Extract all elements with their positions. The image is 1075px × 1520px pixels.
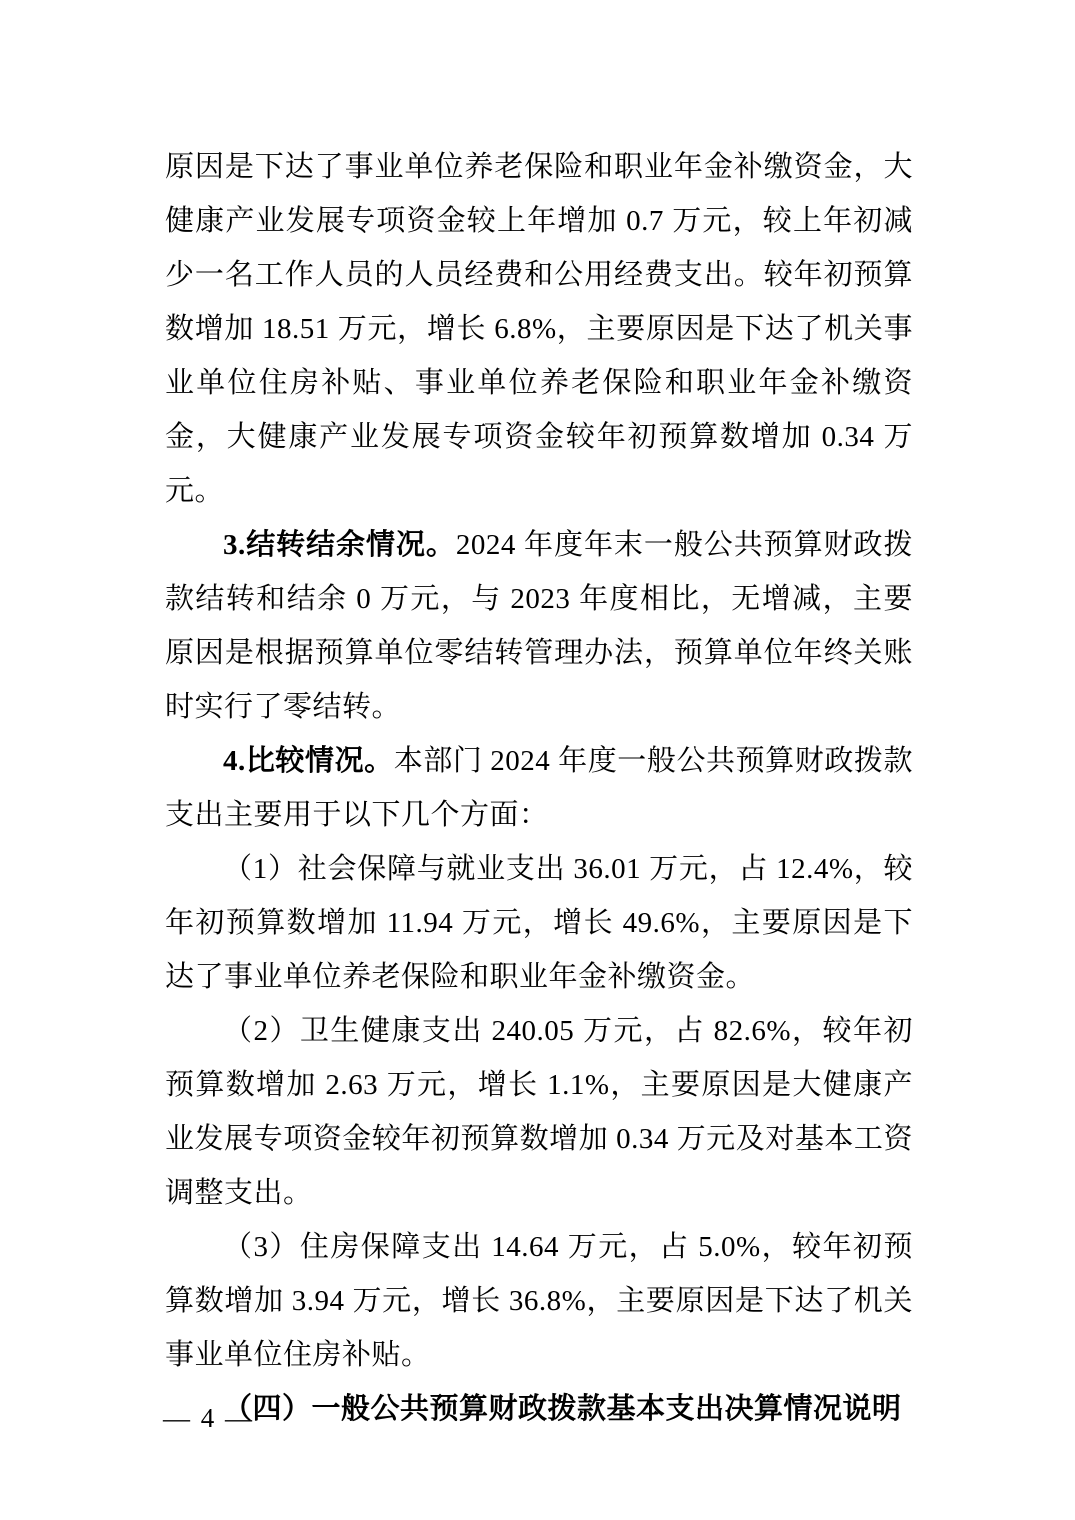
- document-body: [165, 140, 913, 1436]
- paragraph-text: （2）卫生健康支出 240.05 万元，占 82.6%，较年初预算数增加 2.63 万元，增长 1.1%，主要原因是大健康产业发展专项资金较年初预算数增加 0.34 万元及对基本工资调整支出。: [165, 1015, 913, 1209]
- paragraph-heading: 3.结转结余情况。: [223, 529, 456, 561]
- paragraph: [165, 842, 913, 1004]
- paragraph: [165, 1382, 913, 1436]
- paragraph-heading: （四）一般公共预算财政拨款基本支出决算情况说明: [223, 1393, 902, 1425]
- paragraph: [165, 734, 913, 842]
- paragraph: [165, 140, 913, 518]
- paragraph-heading: 4.比较情况。: [223, 745, 394, 777]
- paragraph-text: （3）住房保障支出 14.64 万元，占 5.0%，较年初预算数增加 3.94 万元，增长 36.8%，主要原因是下达了机关事业单位住房补贴。: [165, 1231, 913, 1371]
- paragraph: [165, 1004, 913, 1220]
- page-number: — 4 —: [163, 1403, 254, 1433]
- paragraph-text: （1）社会保障与就业支出 36.01 万元，占 12.4%，较年初预算数增加 11.94 万元，增长 49.6%，主要原因是下达了事业单位养老保险和职业年金补缴资金。: [165, 853, 913, 993]
- paragraph-text: 2024 年度年末一般公共预算财政拨款结转和结余 0 万元，与 2023 年度相比，无增减，主要原因是根据预算单位零结转管理办法，预算单位年终关账时实行了零结转。: [165, 529, 913, 723]
- paragraph-text: 原因是下达了事业单位养老保险和职业年金补缴资金，大健康产业发展专项资金较上年增加 0.7 万元，较上年初减少一名工作人员的人员经费和公用经费支出。较年初预算数增加 18.51 万元，增长 6.8%，主要原因是下达了机关事业单位住房补贴、事业单位养老保险和职业年金补缴资金，大健康产业发展专项资金较年初预算数增加 0.34 万元。: [165, 151, 913, 507]
- paragraph-text: 本部门 2024 年度一般公共预算财政拨款支出主要用于以下几个方面：: [165, 745, 913, 831]
- paragraph: [165, 518, 913, 734]
- paragraph: [165, 1220, 913, 1382]
